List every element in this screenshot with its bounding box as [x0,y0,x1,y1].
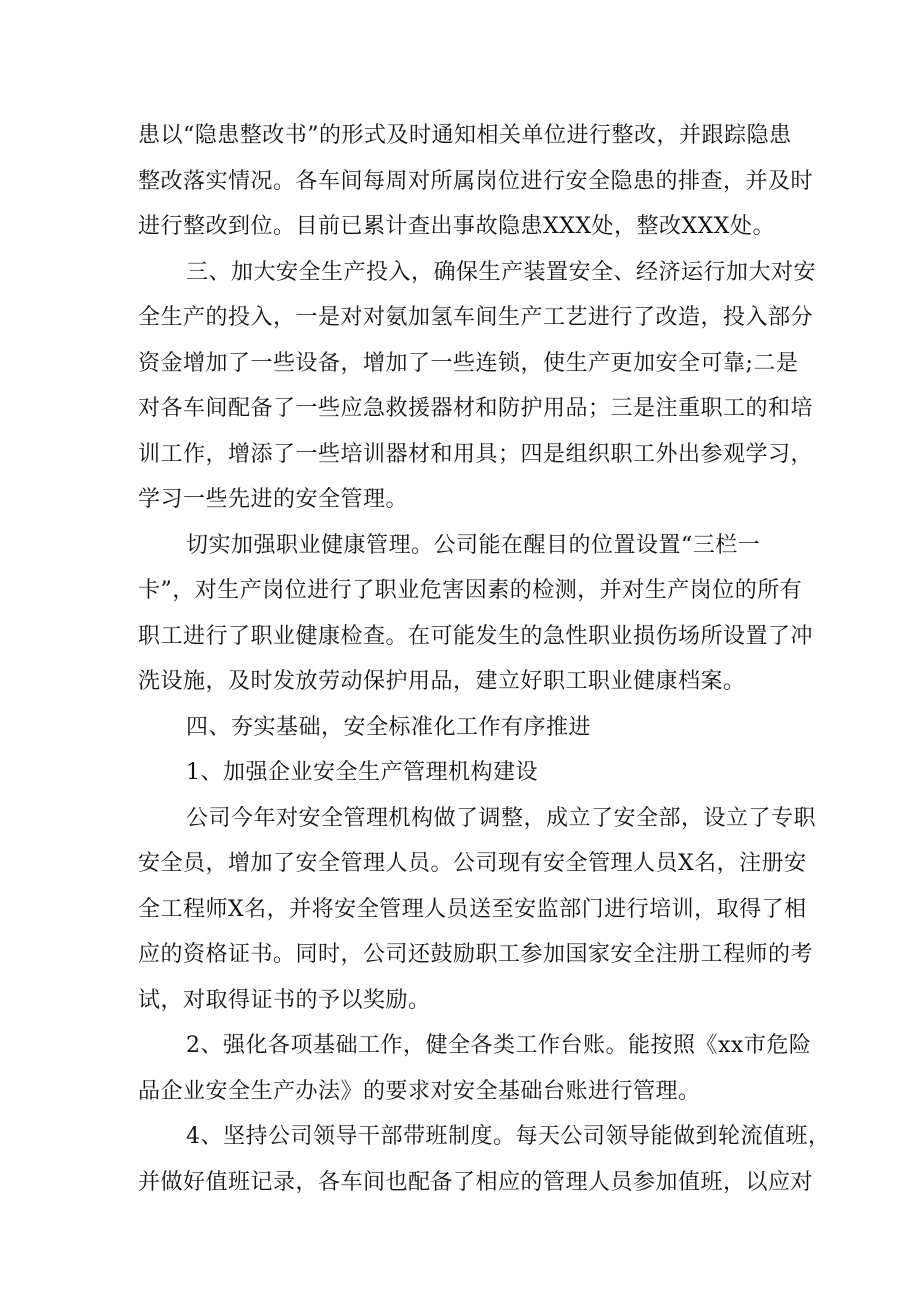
text-line: 洗设施，及时发放劳动保护用品，建立好职工职业健康档案。 [138,669,746,694]
text-line: 进行整改到位。目前已累计查出事故隐患XXX处，整改XXX处。 [138,214,775,239]
paragraph-start-line: 切实加强职业健康管理。公司能在醒目的位置设置“三栏一 [186,533,761,558]
text-line: 品企业安全生产办法》的要求对安全基础台账进行管理。 [138,1079,701,1104]
text-line: 训工作，增添了一些培训器材和用具；四是组织职工外出参观学习， [138,442,814,467]
text-line: 全工程师X名，并将安全管理人员送至安监部门进行培训，取得了相 [138,897,807,922]
text-line: 卡”，对生产岗位进行了职业危害因素的检测，并对生产岗位的所有 [138,578,803,603]
section-heading: 四、夯实基础，安全标准化工作有序推进 [186,715,592,740]
text-line: 患以“隐患整改书”的形式及时通知相关单位进行整改，并跟踪隐患 [138,123,792,148]
paragraph-start-line: 2、强化各项基础工作，健全各类工作台账。能按照《xx市危险 [186,1033,812,1058]
text-line: 对各车间配备了一些应急救援器材和防护用品；三是注重职工的和培 [138,396,814,421]
text-line: 全生产的投入，一是对对氨加氢车间生产工艺进行了改造，投入部分 [138,305,814,330]
text-line: 试，对取得证书的予以奖励。 [138,988,431,1013]
paragraph-start-line: 4、坚持公司领导干部带班制度。每天公司领导能做到轮流值班， [186,1124,831,1149]
text-line: 安全员，增加了安全管理人员。公司现有安全管理人员X名，注册安 [138,851,807,876]
text-line: 学习一些先进的安全管理。 [138,487,409,512]
text-line: 应的资格证书。同时，公司还鼓励职工参加国家安全注册工程师的考 [138,942,814,967]
subsection-heading: 1、加强企业安全生产管理机构建设 [186,760,538,785]
text-line: 资金增加了一些设备，增加了一些连锁，使生产更加安全可靠;二是 [138,351,799,376]
text-line: 并做好值班记录，各车间也配备了相应的管理人员参加值班，以应对 [138,1170,814,1195]
text-line: 整改落实情况。各车间每周对所属岗位进行安全隐患的排查，并及时 [138,169,814,194]
paragraph-start-line: 公司今年对安全管理机构做了调整，成立了安全部，设立了专职 [186,806,817,831]
section-heading-line: 三、加大安全生产投入，确保生产装置安全、经济运行加大对安 [186,260,817,285]
text-line: 职工进行了职业健康检查。在可能发生的急性职业损伤场所设置了冲 [138,624,814,649]
